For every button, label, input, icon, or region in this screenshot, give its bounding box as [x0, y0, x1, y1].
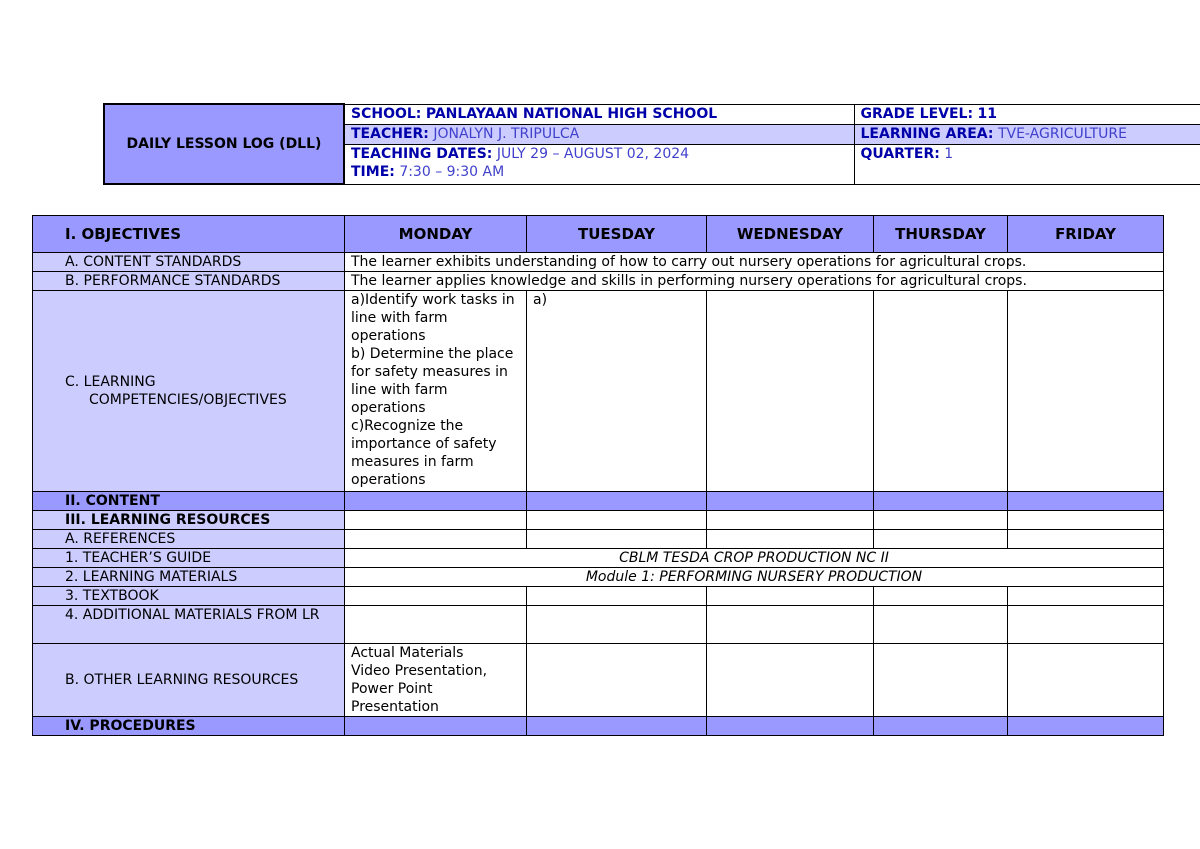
- lesson-log-table: [32, 215, 1164, 736]
- empty-cell: [345, 606, 527, 644]
- time-label: TIME:: [351, 163, 395, 180]
- section-fill: [345, 717, 527, 736]
- dates-time-cell: [344, 144, 854, 184]
- table-row: [33, 549, 1164, 568]
- dates-value: JULY 29 – AUGUST 02, 2024: [496, 145, 690, 162]
- teacher-value: JONALYN J. TRIPULCA: [433, 125, 580, 142]
- content-standards-label: A. CONTENT STANDARDS: [33, 253, 345, 272]
- procedures-section-label: IV. PROCEDURES: [33, 717, 345, 736]
- section-fill: [527, 717, 707, 736]
- col-friday: FRIDAY: [1008, 216, 1164, 253]
- lesson-header-table: [103, 103, 1200, 185]
- empty-cell: [527, 530, 707, 549]
- col-monday: MONDAY: [345, 216, 527, 253]
- teacher-cell: [344, 124, 854, 144]
- empty-cell: [707, 606, 874, 644]
- quarter-value: 1: [944, 145, 954, 162]
- area-value: TVE-AGRICULTURE: [997, 125, 1127, 142]
- competencies-wednesday: [707, 291, 874, 492]
- section-fill: [707, 492, 874, 511]
- empty-cell: [874, 587, 1008, 606]
- learning-resources-label: III. LEARNING RESOURCES: [33, 511, 345, 530]
- col-tuesday: TUESDAY: [527, 216, 707, 253]
- table-row: [33, 717, 1164, 736]
- school-cell: [344, 104, 854, 124]
- empty-cell: [707, 511, 874, 530]
- section-fill: [707, 717, 874, 736]
- section-fill: [345, 492, 527, 511]
- empty-cell: [707, 644, 874, 717]
- empty-cell: [527, 511, 707, 530]
- time-value: 7:30 – 9:30 AM: [399, 163, 505, 180]
- content-standards-value: The learner exhibits understanding of how to carry out nursery operations for agricultural crops.: [345, 253, 1164, 272]
- textbook-label: 3. TEXTBOOK: [33, 587, 345, 606]
- empty-cell: [527, 587, 707, 606]
- table-row: [33, 530, 1164, 549]
- content-section-label: II. CONTENT: [33, 492, 345, 511]
- dates-label: TEACHING DATES:: [351, 145, 493, 162]
- area-label: LEARNING AREA:: [860, 125, 994, 142]
- school-label: SCHOOL:: [351, 105, 422, 122]
- section-fill: [874, 492, 1008, 511]
- empty-cell: [707, 530, 874, 549]
- empty-cell: [1008, 606, 1164, 644]
- table-row: [33, 253, 1164, 272]
- empty-cell: [345, 587, 527, 606]
- other-resources-label: B. OTHER LEARNING RESOURCES: [33, 644, 345, 717]
- additional-materials-label: 4. ADDITIONAL MATERIALS FROM LR: [33, 606, 345, 644]
- references-label: A. REFERENCES: [33, 530, 345, 549]
- learning-materials-value: Module 1: PERFORMING NURSERY PRODUCTION: [345, 568, 1164, 587]
- table-row: [33, 291, 1164, 492]
- section-fill: [1008, 492, 1164, 511]
- competencies-label: C. LEARNING COMPETENCIES/OBJECTIVES: [33, 291, 345, 492]
- empty-cell: [527, 606, 707, 644]
- competencies-friday: [1008, 291, 1164, 492]
- quarter-label: QUARTER:: [860, 145, 940, 162]
- competencies-thursday: [874, 291, 1008, 492]
- table-row: [33, 272, 1164, 291]
- table-row: [33, 511, 1164, 530]
- performance-standards-value: The learner applies knowledge and skills in performing nursery operations for agricultural crops.: [345, 272, 1164, 291]
- competencies-monday: a)Identify work tasks in line with farm operations b) Determine the place for safety measures in line with farm operations c)Recognize the importance of safety measures in farm operations: [345, 291, 527, 492]
- school-value: PANLAYAAN NATIONAL HIGH SCHOOL: [425, 105, 718, 122]
- dll-title: DAILY LESSON LOG (DLL): [104, 104, 344, 184]
- empty-cell: [874, 606, 1008, 644]
- quarter-cell: [854, 144, 1200, 184]
- teacher-label: TEACHER:: [351, 125, 429, 142]
- empty-cell: [707, 587, 874, 606]
- area-cell: [854, 124, 1200, 144]
- empty-cell: [1008, 644, 1164, 717]
- grade-label: GRADE LEVEL:: [860, 105, 974, 122]
- competencies-tuesday: a): [527, 291, 707, 492]
- table-header-row: [33, 216, 1164, 253]
- col-thursday: THURSDAY: [874, 216, 1008, 253]
- empty-cell: [874, 644, 1008, 717]
- table-row: [33, 644, 1164, 717]
- teachers-guide-label: 1. TEACHER’S GUIDE: [33, 549, 345, 568]
- grade-cell: [854, 104, 1200, 124]
- section-fill: [527, 492, 707, 511]
- empty-cell: [874, 511, 1008, 530]
- empty-cell: [345, 511, 527, 530]
- performance-standards-label: B. PERFORMANCE STANDARDS: [33, 272, 345, 291]
- table-row: [33, 587, 1164, 606]
- teachers-guide-value: CBLM TESDA CROP PRODUCTION NC II: [345, 549, 1164, 568]
- empty-cell: [1008, 587, 1164, 606]
- col-objectives: I. OBJECTIVES: [33, 216, 345, 253]
- table-row: [33, 492, 1164, 511]
- empty-cell: [345, 530, 527, 549]
- col-wednesday: WEDNESDAY: [707, 216, 874, 253]
- table-row: [33, 568, 1164, 587]
- table-row: [33, 606, 1164, 644]
- empty-cell: [1008, 530, 1164, 549]
- empty-cell: [874, 530, 1008, 549]
- section-fill: [1008, 717, 1164, 736]
- other-resources-monday: Actual Materials Video Presentation, Power Point Presentation: [345, 644, 527, 717]
- section-fill: [874, 717, 1008, 736]
- empty-cell: [527, 644, 707, 717]
- empty-cell: [1008, 511, 1164, 530]
- grade-value: 11: [977, 105, 998, 122]
- learning-materials-label: 2. LEARNING MATERIALS: [33, 568, 345, 587]
